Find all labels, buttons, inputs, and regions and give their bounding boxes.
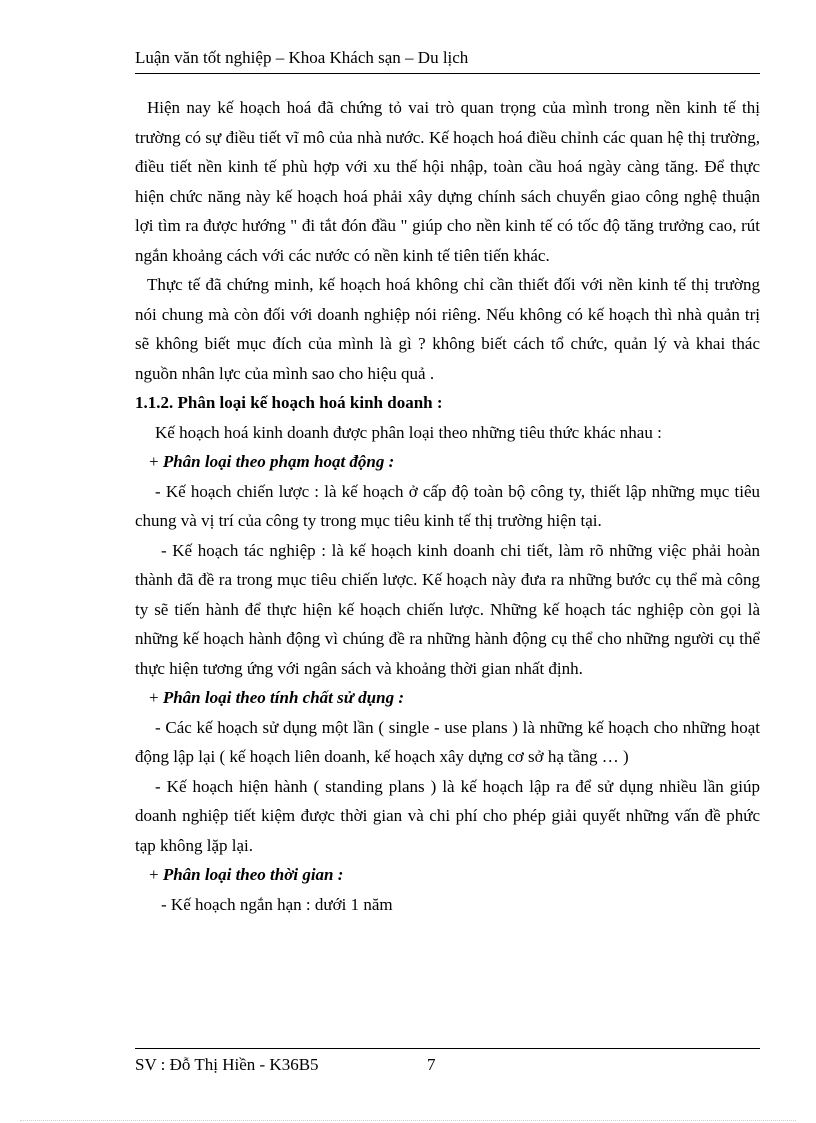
subheading-text: Phân loại theo tính chất sử dụng : xyxy=(162,688,405,707)
paragraph: Hiện nay kế hoạch hoá đã chứng tỏ vai trò quan trọng của mình trong nền kinh tế thị trường có sự điều tiết vĩ mô của nhà nước. Kế hoạch hoá điều chỉnh các quan hệ thị trường, điều tiết nền kinh tế phù hợp với xu thế hội nhập, toàn cầu hoá ngày càng tăng. Để thực hiện chức năng này kế hoạch hoá phải xây dựng chính sách chuyển giao công nghệ thuận lợi tìm ra được hướng " đi tắt đón đầu " giúp cho nền kinh tế có tốc độ tăng trưởng cao, rút ngắn khoảng cách với các nước có nền kinh tế tiên tiến khác. xyxy=(135,98,760,265)
header-divider xyxy=(135,73,760,74)
page-boundary xyxy=(20,1120,796,1121)
subheading-marker: + xyxy=(149,452,163,471)
paragraph: - Kế hoạch hiện hành ( standing plans ) là kế hoạch lập ra để sử dụng nhiều lần giúp doanh nghiệp tiết kiệm được thời gian và chi phí cho phép giải quyết những vấn đề phức tạp không lặp lại. xyxy=(135,776,760,855)
subheading-text: Phân loại theo phạm hoạt động : xyxy=(162,452,395,471)
footer-divider xyxy=(135,1048,760,1049)
paragraph: Kế hoạch hoá kinh doanh được phân loại theo những tiêu thức khác nhau : xyxy=(155,422,662,442)
paragraph: - Kế hoạch ngắn hạn : dưới 1 năm xyxy=(161,894,393,914)
subheading-time xyxy=(135,860,760,890)
subheading-text: Phân loại theo thời gian : xyxy=(162,865,344,884)
section-heading: 1.1.2. Phân loại kế hoạch hoá kinh doanh : xyxy=(135,393,443,412)
page-number: 7 xyxy=(427,1055,436,1074)
paragraph: - Kế hoạch tác nghiệp : là kế hoạch kinh doanh chi tiết, làm rõ những việc phải hoàn thành đã đề ra trong mục tiêu chiến lược. Kế hoạch này đưa ra những bước cụ thể mà công ty sẽ tiến hành để thực hiện kế hoạch chiến lược. Những kế hoạch tác nghiệp còn gọi là những kế hoạch hành động vì chúng đề ra những hành động cụ thể cho những người cụ thể thực hiện tương ứng với ngân sách và khoảng thời gian nhất định. xyxy=(135,540,760,678)
student-name: SV : Đỗ Thị Hiền - K36B5 xyxy=(135,1055,319,1074)
subheading-marker: + xyxy=(149,865,163,884)
document-body xyxy=(135,93,760,919)
subheading-scope xyxy=(135,447,760,477)
paragraph: - Kế hoạch chiến lược : là kế hoạch ở cấp độ toàn bộ công ty, thiết lập những mục tiêu chung và vị trí của công ty trong mục tiêu kinh tế thị trường hiện tại. xyxy=(135,481,760,530)
page-header: Luận văn tốt nghiệp – Khoa Khách sạn – Du lịch xyxy=(135,48,469,67)
paragraph: - Các kế hoạch sử dụng một lần ( single - use plans ) là những kế hoạch cho những hoạt động lập lại ( kế hoạch liên doanh, kế hoạch xây dựng cơ sở hạ tầng … ) xyxy=(135,717,760,766)
paragraph: Thực tế đã chứng minh, kế hoạch hoá không chỉ cần thiết đối với nền kinh tế thị trường nói chung mà còn đối với doanh nghiệp nói riêng. Nếu không có kế hoạch thì nhà quản trị sẽ không biết mục đích của mình là gì ? không biết cách tổ chức, quản lý và khai thác nguồn nhân lực của mình sao cho hiệu quả . xyxy=(135,275,760,383)
page-footer xyxy=(135,1055,760,1075)
subheading-marker: + xyxy=(149,688,163,707)
subheading-usage xyxy=(135,683,760,713)
